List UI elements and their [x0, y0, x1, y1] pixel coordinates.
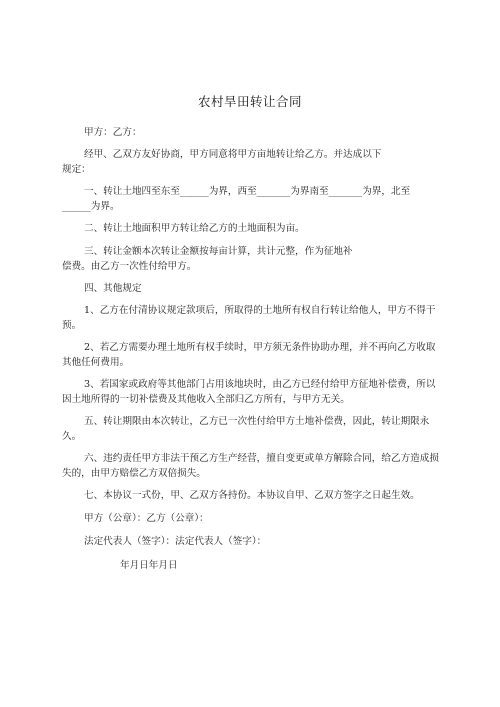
intro-line-2: 规定： [62, 164, 91, 175]
clause-3-line-2: 偿费。由乙方一次性付给甲方。 [62, 261, 197, 272]
clause-1 [62, 184, 442, 214]
dates-line: 年月日年月日 [120, 560, 178, 571]
rule-2: 2、若乙方需要办理土地所有权手续时，甲方须无条件协助办理，并不再向乙方收取其他任何费用。 [62, 342, 436, 368]
clause-1-line-2: ______为界。 [62, 201, 120, 212]
clause-5: 五、转让期限由本次转让，乙方已一次性付给甲方土地补偿费，因此，转让期限永久。 [62, 416, 430, 442]
clause-4-heading: 四、其他规定 [84, 283, 142, 294]
document-title: 农村旱田转让合同 [197, 94, 302, 109]
clause-3-line-1: 三、转让金额本次转让金额按每亩计算，共计元整，作为征地补 [84, 246, 353, 257]
clause-7: 七、本协议一式份，甲、乙双方各持份。本协议自甲、乙双方签字之日起生效。 [84, 490, 420, 501]
clause-1-line-1: 一、转让土地四至东至______为界，西至_______为界南至_______为界，北至 [84, 186, 411, 197]
intro-line-1: 经甲、乙双方友好协商，甲方同意将甲方亩地转让给乙方。并达成以下 [84, 149, 382, 160]
representatives-line: 法定代表人（签字）：法定代表人（签字）： [84, 536, 267, 547]
clause-2: 二、转让土地面积甲方转让给乙方的土地面积为亩。 [84, 223, 305, 234]
clause-6: 六、违约责任甲方非法干预乙方生产经营，擅自变更或单方解除合同，给乙方造成损失的，由甲方赔偿乙方双倍损失。 [62, 453, 439, 479]
rule-1: 1、乙方在付清协议规定款项后，所取得的土地所有权自行转让给他人，甲方不得干预。 [62, 305, 436, 331]
clause-3 [62, 244, 442, 274]
parties-line: 甲方：乙方： [84, 127, 142, 138]
intro-paragraph [62, 147, 442, 177]
rule-3: 3、若国家或政府等其他部门占用该地块时，由乙方已经付给甲方征地补偿费，所以因土地所得的一切补偿费及其他收入全部归乙方所有，与甲方无关。 [62, 379, 436, 405]
seals-line: 甲方（公章）：乙方（公章）： [84, 513, 209, 524]
